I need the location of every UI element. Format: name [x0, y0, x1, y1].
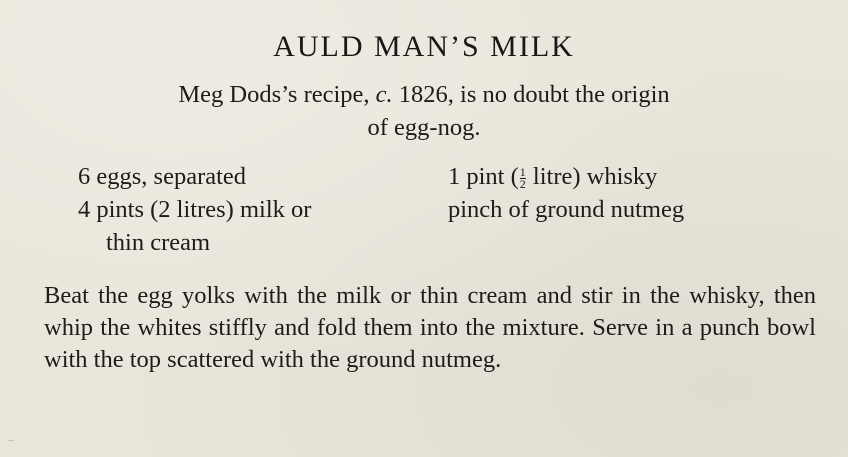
page-edge-mark	[8, 440, 14, 441]
intro-text-before: Meg Dods’s recipe,	[178, 81, 376, 108]
ingredient-item	[78, 193, 418, 259]
intro-line-1	[100, 78, 748, 111]
ingredient-continuation: thin cream	[106, 229, 211, 256]
ingredients-right-column	[448, 160, 788, 226]
fraction-half	[519, 164, 526, 191]
intro-text-after: 1826, is no doubt the origin	[392, 81, 670, 108]
intro-line-2: of egg-nog.	[367, 114, 481, 141]
recipe-method: Beat the egg yolks with the milk or thin cream and stir in the whisky, then whip the whites stiffly and fold them into the mixture. Serve in a punch bowl with the top scattered with the ground nutmeg.	[44, 282, 816, 373]
recipe-intro	[100, 78, 748, 144]
ingredient-text: 4 pints (2 litres) milk or	[78, 196, 312, 223]
ingredient-text-before: 1 pint (	[448, 163, 519, 190]
ingredient-text: pinch of ground nutmeg	[448, 196, 685, 223]
intro-circa: c.	[375, 81, 393, 108]
fraction-denominator: 2	[519, 176, 526, 191]
ingredient-item	[78, 160, 418, 193]
ingredient-item	[448, 160, 788, 193]
ingredient-text: 6 eggs, separated	[78, 163, 247, 190]
recipe-title: AULD MAN’S MILK	[273, 30, 575, 63]
ingredients-left-column	[78, 160, 418, 259]
ingredient-text-after: litre) whisky	[526, 163, 658, 190]
ingredient-item	[448, 193, 788, 226]
fraction-numerator: 1	[519, 164, 526, 179]
